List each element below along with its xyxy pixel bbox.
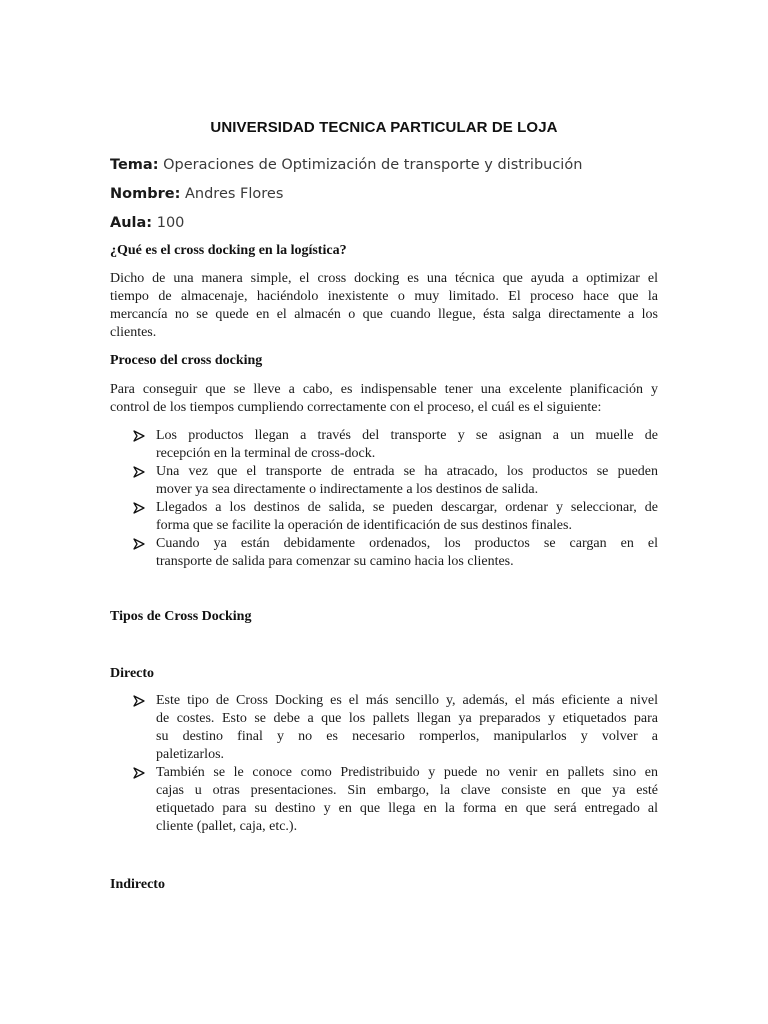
tema-line [110,157,582,173]
proceso-heading: Proceso del cross docking [110,353,263,368]
directo-bullet-list [110,692,658,836]
aula-value: 100 [152,215,185,231]
list-item-line: cliente (pallet, caja, etc.). [156,819,298,834]
nombre-value: Andres Flores [180,186,284,202]
paragraph-line: Dicho de una manera simple, el cross docking es una técnica que ayuda a optimizar el [110,271,658,286]
list-item-line: paletizarlos. [156,747,225,762]
proceso-paragraph [110,381,658,417]
list-item [110,535,658,571]
arrowhead-bullet-icon [132,499,146,517]
list-item-line: su destino final y no es necesario romperlos, manipularlos y volver a [156,729,658,744]
directo-heading: Directo [110,666,155,681]
paragraph-line: tiempo de almacenaje, haciéndolo inexistente o muy limitado. El proceso hace que la [110,289,658,304]
arrowhead-bullet-icon [132,463,146,481]
list-item-line: Una vez que el transporte de entrada se ha atracado, los productos se pueden [156,464,658,479]
list-item-line: Llegados a los destinos de salida, se pueden descargar, ordenar y seleccionar, de [156,500,658,515]
nombre-label: Nombre: [110,186,181,202]
paragraph-line: control de los tiempos cumpliendo correctamente con el proceso, el cuál es el siguiente: [110,400,602,415]
arrowhead-bullet-icon [132,692,146,710]
q1-paragraph [110,270,658,342]
indirecto-heading: Indirecto [110,877,165,892]
list-item [110,427,658,463]
list-item [110,463,658,499]
nombre-line [110,186,283,202]
list-item [110,692,658,764]
list-item-line: Los productos llegan a través del transporte y se asignan a un muelle de [156,428,658,443]
list-item-line: transporte de salida para comenzar su camino hacia los clientes. [156,554,514,569]
tema-label: Tema: [110,157,159,173]
aula-line [110,215,184,231]
paragraph-line: clientes. [110,325,157,340]
list-item-line: etiquetado para su destino y en que llega en la forma en que será entregado al [156,801,658,816]
list-item [110,499,658,535]
tipos-heading: Tipos de Cross Docking [110,609,252,624]
list-item-line: Este tipo de Cross Docking es el más sencillo y, además, el más eficiente a nivel [156,693,658,708]
list-item-line: Cuando ya están debidamente ordenados, los productos se cargan en el [156,536,658,551]
list-item-line: También se le conoce como Predistribuido y puede no venir en pallets sino en [156,765,658,780]
tema-value: Operaciones de Optimización de transporte y distribución [158,157,583,173]
list-item-line: mover ya sea directamente o indirectamente a los destinos de salida. [156,482,539,497]
list-item-line: de costes. Esto se debe a que los pallets llegan ya preparados y etiquetados para [156,711,658,726]
paragraph-line: Para conseguir que se lleve a cabo, es indispensable tener una excelente planificación y [110,382,658,397]
list-item-line: cajas u otras presentaciones. Sin embargo, la clave consiste en que ya esté [156,783,658,798]
list-item-line: recepción en la terminal de cross-dock. [156,446,376,461]
arrowhead-bullet-icon [132,427,146,445]
arrowhead-bullet-icon [132,535,146,553]
paragraph-line: mercancía no se quede en el almacén o que cuando llegue, ésta salga directamente a los [110,307,658,322]
list-item-line: forma que se facilite la operación de identificación de sus destinos finales. [156,518,572,533]
list-item [110,764,658,836]
aula-label: Aula: [110,215,153,231]
q1-heading: ¿Qué es el cross docking en la logística? [110,243,347,258]
university-title: UNIVERSIDAD TECNICA PARTICULAR DE LOJA [210,119,558,136]
arrowhead-bullet-icon [132,764,146,782]
proceso-bullet-list [110,427,658,571]
